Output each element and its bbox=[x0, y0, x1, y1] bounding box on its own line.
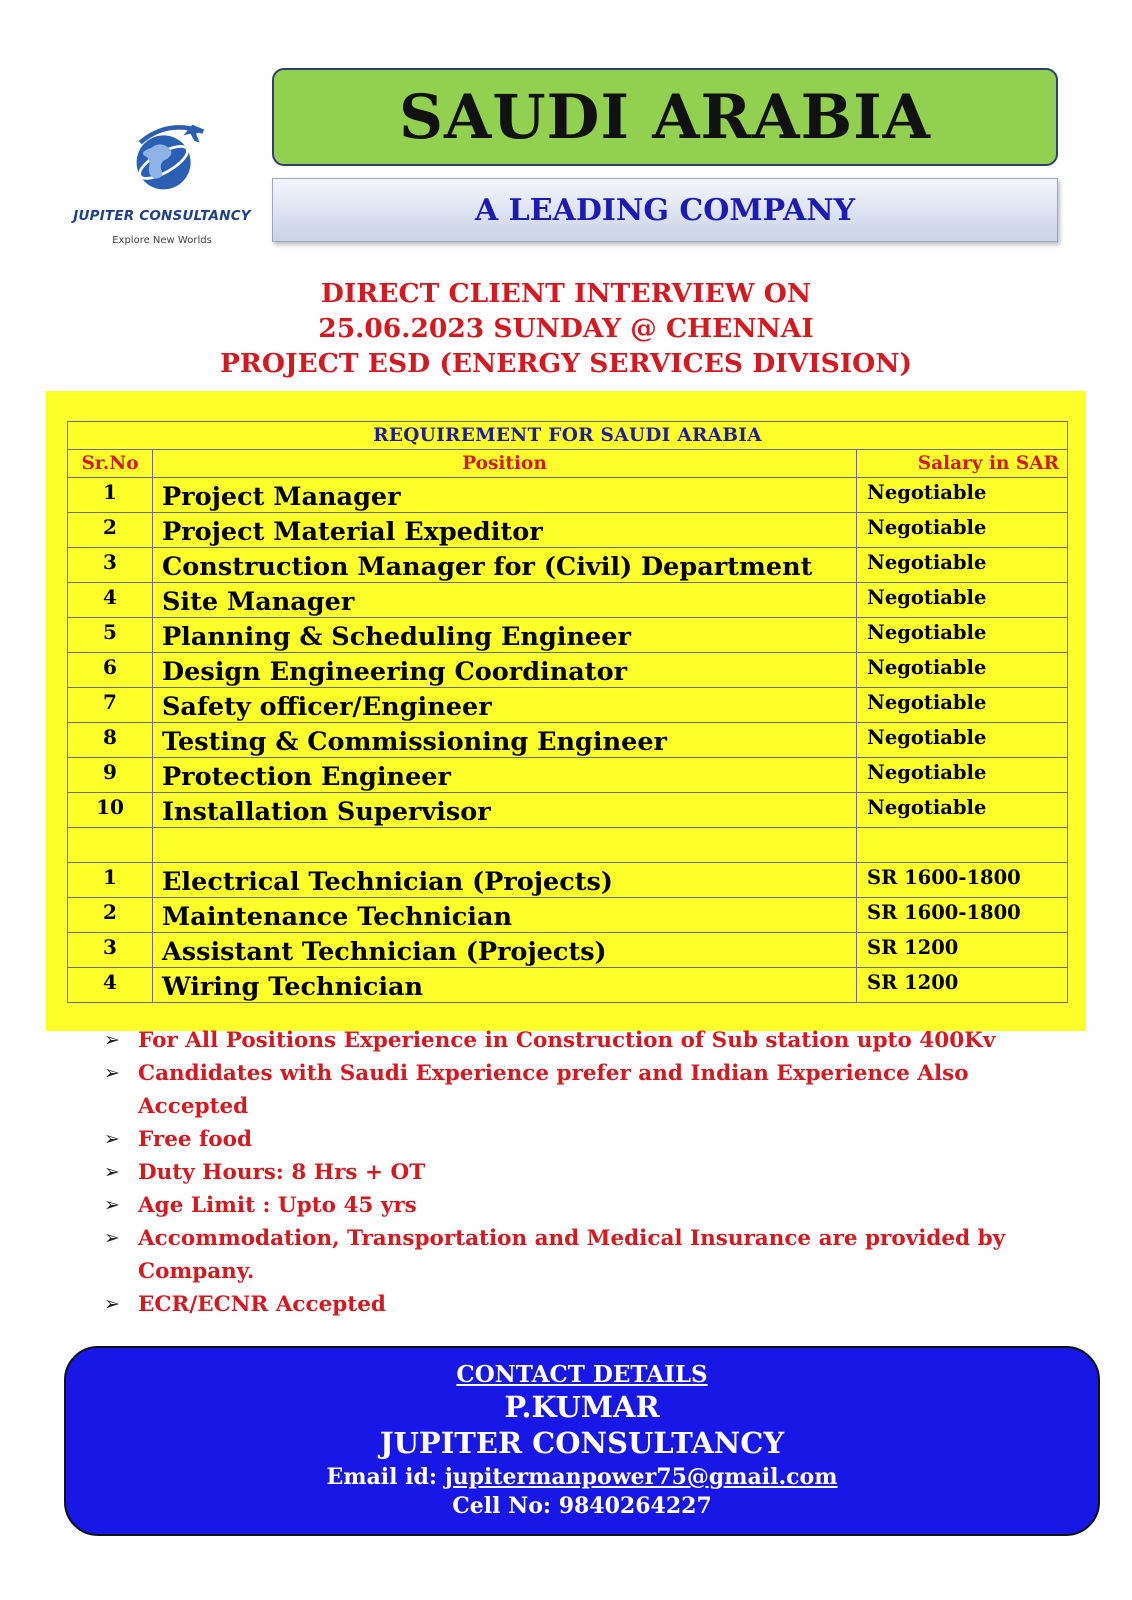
position-cell: Assistant Technician (Projects) bbox=[153, 933, 857, 968]
salary-cell: Negotiable bbox=[857, 653, 1068, 688]
position-cell: Construction Manager for (Civil) Department bbox=[153, 548, 857, 583]
interview-details bbox=[60, 276, 1072, 381]
bullet-text: Duty Hours: 8 Hrs + OT bbox=[138, 1160, 426, 1185]
position-cell: Wiring Technician bbox=[153, 968, 857, 1003]
position-cell: Installation Supervisor bbox=[153, 793, 857, 828]
salary-cell: Negotiable bbox=[857, 478, 1068, 513]
sr-cell: 2 bbox=[68, 898, 153, 933]
list-item bbox=[104, 1222, 1084, 1288]
salary-cell: Negotiable bbox=[857, 723, 1068, 758]
table-row bbox=[68, 548, 1068, 583]
bullet-text: Age Limit : Upto 45 yrs bbox=[138, 1193, 417, 1218]
cell-label: Cell No: bbox=[452, 1493, 552, 1519]
header-sr-no: Sr.No bbox=[68, 450, 153, 478]
sr-cell: 6 bbox=[68, 653, 153, 688]
position-cell: Site Manager bbox=[153, 583, 857, 618]
table-row bbox=[68, 478, 1068, 513]
sr-cell: 1 bbox=[68, 863, 153, 898]
company-title: A LEADING COMPANY bbox=[474, 192, 856, 228]
group2-rows bbox=[68, 863, 1068, 1003]
salary-cell: SR 1200 bbox=[857, 968, 1068, 1003]
position-cell: Electrical Technician (Projects) bbox=[153, 863, 857, 898]
position-cell: Project Material Expeditor bbox=[153, 513, 857, 548]
table-row bbox=[68, 618, 1068, 653]
bullet-text: Free food bbox=[138, 1127, 253, 1152]
position-cell: Planning & Scheduling Engineer bbox=[153, 618, 857, 653]
position-cell: Testing & Commissioning Engineer bbox=[153, 723, 857, 758]
arrow-bullet-icon: ➢ bbox=[104, 1128, 120, 1150]
bullet-text: For All Positions Experience in Construction of Sub station upto 400Kv bbox=[138, 1028, 996, 1053]
contact-email-line bbox=[66, 1464, 1098, 1490]
salary-cell: SR 1600-1800 bbox=[857, 863, 1068, 898]
salary-cell: Negotiable bbox=[857, 688, 1068, 723]
table-row bbox=[68, 968, 1068, 1003]
spacer-cell bbox=[857, 828, 1068, 863]
country-banner bbox=[272, 68, 1058, 166]
list-item bbox=[104, 1123, 1084, 1156]
sr-cell: 4 bbox=[68, 583, 153, 618]
arrow-bullet-icon: ➢ bbox=[104, 1293, 120, 1315]
company-logo bbox=[62, 112, 262, 252]
sr-cell: 1 bbox=[68, 478, 153, 513]
table-row bbox=[68, 933, 1068, 968]
interview-line-2: 25.06.2023 SUNDAY @ CHENNAI bbox=[318, 313, 814, 344]
sr-cell: 7 bbox=[68, 688, 153, 723]
list-item bbox=[104, 1156, 1084, 1189]
arrow-bullet-icon: ➢ bbox=[104, 1161, 120, 1183]
position-cell: Protection Engineer bbox=[153, 758, 857, 793]
position-cell: Maintenance Technician bbox=[153, 898, 857, 933]
list-item bbox=[104, 1288, 1084, 1321]
position-cell: Project Manager bbox=[153, 478, 857, 513]
bullet-text: ECR/ECNR Accepted bbox=[138, 1292, 386, 1317]
sr-cell: 4 bbox=[68, 968, 153, 1003]
salary-cell: Negotiable bbox=[857, 618, 1068, 653]
country-title: SAUDI ARABIA bbox=[398, 81, 932, 153]
table-spacer-row bbox=[68, 828, 1068, 863]
arrow-bullet-icon: ➢ bbox=[104, 1062, 120, 1084]
logo-tagline: Explore New Worlds bbox=[112, 235, 212, 246]
salary-cell: Negotiable bbox=[857, 758, 1068, 793]
header-position: Position bbox=[153, 450, 857, 478]
salary-cell: Negotiable bbox=[857, 548, 1068, 583]
email-link[interactable]: jupitermanpower75@gmail.com bbox=[444, 1464, 838, 1490]
spacer-cell bbox=[153, 828, 857, 863]
position-cell: Design Engineering Coordinator bbox=[153, 653, 857, 688]
table-row bbox=[68, 723, 1068, 758]
table-title: REQUIREMENT FOR SAUDI ARABIA bbox=[68, 422, 1068, 450]
salary-cell: Negotiable bbox=[857, 513, 1068, 548]
table-row bbox=[68, 653, 1068, 688]
sr-cell: 5 bbox=[68, 618, 153, 653]
contact-box bbox=[64, 1346, 1100, 1536]
table-header-row bbox=[68, 450, 1068, 478]
company-banner bbox=[272, 178, 1058, 242]
sr-cell: 8 bbox=[68, 723, 153, 758]
requirements-table bbox=[67, 421, 1068, 1003]
sr-cell: 10 bbox=[68, 793, 153, 828]
table-title-row bbox=[68, 422, 1068, 450]
contact-cell-line bbox=[66, 1493, 1098, 1519]
contact-heading: CONTACT DETAILS bbox=[456, 1361, 708, 1388]
bullet-text: Candidates with Saudi Experience prefer and Indian Experience Also Accepted bbox=[138, 1061, 969, 1119]
salary-cell: Negotiable bbox=[857, 583, 1068, 618]
arrow-bullet-icon: ➢ bbox=[104, 1029, 120, 1051]
table-row bbox=[68, 688, 1068, 723]
sr-cell: 3 bbox=[68, 933, 153, 968]
sr-cell: 9 bbox=[68, 758, 153, 793]
table-row bbox=[68, 583, 1068, 618]
table-row bbox=[68, 758, 1068, 793]
table-row bbox=[68, 793, 1068, 828]
bullet-text: Accommodation, Transportation and Medical Insurance are provided by Company. bbox=[138, 1226, 1006, 1284]
table-row bbox=[68, 513, 1068, 548]
benefits-list bbox=[104, 1024, 1084, 1321]
sr-cell: 3 bbox=[68, 548, 153, 583]
list-item bbox=[104, 1024, 1084, 1057]
arrow-bullet-icon: ➢ bbox=[104, 1227, 120, 1249]
table-row bbox=[68, 898, 1068, 933]
salary-cell: Negotiable bbox=[857, 793, 1068, 828]
cell-number: 9840264227 bbox=[558, 1493, 712, 1519]
table-row bbox=[68, 863, 1068, 898]
header-salary: Salary in SAR bbox=[857, 450, 1068, 478]
interview-line-3: PROJECT ESD (ENERGY SERVICES DIVISION) bbox=[219, 348, 913, 379]
globe-plane-icon bbox=[124, 112, 214, 202]
salary-cell: SR 1200 bbox=[857, 933, 1068, 968]
spacer-cell bbox=[68, 828, 153, 863]
logo-name: JUPITER CONSULTANCY bbox=[73, 208, 251, 224]
interview-line-1: DIRECT CLIENT INTERVIEW ON bbox=[320, 278, 812, 309]
contact-company: JUPITER CONSULTANCY bbox=[379, 1426, 785, 1460]
arrow-bullet-icon: ➢ bbox=[104, 1194, 120, 1216]
group1-rows bbox=[68, 478, 1068, 828]
sr-cell: 2 bbox=[68, 513, 153, 548]
contact-name: P.KUMAR bbox=[504, 1390, 660, 1424]
salary-cell: SR 1600-1800 bbox=[857, 898, 1068, 933]
list-item bbox=[104, 1189, 1084, 1222]
requirements-panel bbox=[46, 391, 1086, 1031]
position-cell: Safety officer/Engineer bbox=[153, 688, 857, 723]
email-label: Email id: bbox=[326, 1464, 438, 1490]
list-item bbox=[104, 1057, 1084, 1123]
